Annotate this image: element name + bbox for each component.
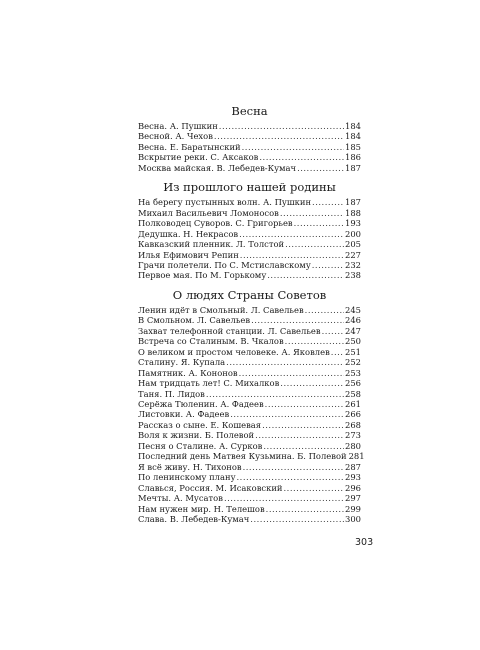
- dot-leader: [280, 208, 344, 218]
- entry-page-number: 250: [345, 336, 361, 347]
- entry-title: Москва майская. В. Лебедев-Кумач: [138, 162, 297, 173]
- entry-page-number: 186: [345, 152, 361, 163]
- toc-entry: [138, 357, 361, 367]
- dot-leader: [240, 250, 344, 260]
- toc-entry: [138, 514, 361, 524]
- toc-entry: [138, 389, 361, 399]
- section-title: Из прошлого нашей родины: [163, 180, 336, 195]
- toc-entry: [138, 152, 361, 162]
- entry-title: Я всё живу. Н. Тихонов: [138, 461, 242, 472]
- dot-leader: [250, 514, 344, 524]
- entry-title: Вскрытие реки. С. Аксаков: [138, 152, 259, 163]
- entry-title: Нам тридцать лет! С. Михалков: [138, 378, 280, 389]
- dot-leader: [267, 270, 344, 280]
- entry-page-number: 193: [345, 218, 361, 229]
- entry-page-number: 268: [345, 419, 361, 430]
- toc-entry: [138, 218, 361, 228]
- entry-title: В Смольном. Л. Савельев: [138, 315, 251, 326]
- dot-leader: [265, 399, 344, 409]
- dot-leader: [206, 389, 344, 399]
- entry-page-number: 187: [345, 162, 361, 173]
- entry-page-number: 258: [345, 388, 361, 399]
- entry-title: Мечты. А. Мусатов: [138, 493, 223, 504]
- dot-leader: [312, 197, 344, 207]
- toc-entry: [138, 208, 361, 218]
- entry-title: Славься, Россия. М. Исаковский: [138, 482, 283, 493]
- entry-page-number: 187: [345, 197, 361, 208]
- entry-page-number: 300: [345, 513, 361, 524]
- toc-entry: [138, 378, 361, 388]
- entry-page-number: 246: [345, 315, 361, 326]
- toc-entry: [138, 163, 361, 173]
- toc-entry: [138, 368, 361, 378]
- toc-entry: [138, 336, 361, 346]
- entry-page-number: 266: [345, 409, 361, 420]
- table-of-contents: [138, 104, 365, 531]
- entry-title: На берегу пустынных волн. А. Пушкин: [138, 197, 312, 208]
- dot-leader: [230, 409, 344, 419]
- toc-entry: [138, 142, 361, 152]
- entry-title: Таня. П. Лидов: [138, 388, 205, 399]
- entry-page-number: 188: [345, 207, 361, 218]
- entry-title: Дедушка. Н. Некрасов: [138, 228, 239, 239]
- toc-entry: [138, 305, 361, 315]
- dot-leader: [251, 315, 344, 325]
- entry-title: По ленинскому плану: [138, 472, 236, 483]
- toc-entry: [138, 409, 361, 419]
- entry-page-number: 251: [345, 346, 361, 357]
- entry-page-number: 227: [345, 249, 361, 260]
- entry-title: Весна. Е. Баратынский: [138, 141, 241, 152]
- entry-page-number: 297: [345, 493, 361, 504]
- toc-section: [138, 287, 365, 525]
- entry-page-number: 184: [345, 131, 361, 142]
- dot-leader: [242, 142, 344, 152]
- toc-entry: [138, 441, 361, 451]
- entry-title: Серёжа Тюленин. А. Фадеев: [138, 398, 264, 409]
- dot-leader: [237, 472, 344, 482]
- entry-page-number: 287: [345, 461, 361, 472]
- toc-entry: [138, 430, 361, 440]
- entry-title: Илья Ефимович Репин: [138, 249, 239, 260]
- toc-entry: [138, 239, 361, 249]
- entry-title: Грачи полетели. По С. Мстиславскому: [138, 259, 311, 270]
- entry-title: Воля к жизни. Б. Полевой: [138, 430, 255, 441]
- entry-title: Слава. В. Лебедев-Кумач: [138, 513, 250, 524]
- entry-title: Рассказ о сыне. Е. Кошевая: [138, 419, 262, 430]
- toc-section: [138, 104, 361, 173]
- entry-title: Полководец Суворов. С. Григорьев: [138, 218, 293, 229]
- entry-title: Михаил Васильевич Ломоносов: [138, 207, 279, 218]
- entry-page-number: 245: [345, 304, 361, 315]
- page-number: 303: [355, 537, 374, 548]
- entry-page-number: 232: [345, 259, 361, 270]
- dot-leader: [214, 131, 344, 141]
- entry-page-number: 184: [345, 121, 361, 131]
- dot-leader: [224, 493, 344, 503]
- entry-title: Сталину. Я. Купала: [138, 357, 226, 368]
- toc-entry: [138, 493, 361, 503]
- toc-entry: [138, 347, 361, 357]
- toc-entry: [138, 420, 361, 430]
- toc-entry: [138, 399, 361, 409]
- entry-page-number: 252: [345, 357, 361, 368]
- entry-title: Первое мая. По М. Горькому: [138, 270, 267, 281]
- entry-page-number: 273: [345, 430, 361, 441]
- toc-entry: [138, 462, 361, 472]
- toc-entry: [138, 121, 361, 131]
- toc-entry: [138, 315, 361, 325]
- entry-page-number: 280: [345, 440, 361, 451]
- dot-leader: [239, 229, 344, 239]
- entry-title: Последний день Матвея Кузьмина. Б. Полевой: [138, 451, 347, 462]
- entry-page-number: 261: [345, 398, 361, 409]
- toc-entry: [138, 472, 361, 482]
- dot-leader: [294, 218, 344, 228]
- toc-entry: [138, 451, 365, 462]
- entry-page-number: 256: [345, 378, 361, 389]
- toc-entry: [138, 483, 361, 493]
- toc-entry: [138, 131, 361, 141]
- toc-section: [138, 180, 361, 281]
- dot-leader: [262, 420, 344, 430]
- toc-entry: [138, 270, 361, 280]
- dot-leader: [219, 121, 344, 131]
- dot-leader: [322, 326, 344, 336]
- toc-entry: [138, 326, 361, 336]
- dot-leader: [297, 163, 344, 173]
- entry-title: Листовки. А. Фадеев: [138, 409, 230, 420]
- entry-title: Весной. А. Чехов: [138, 131, 213, 142]
- section-title: О людях Страны Советов: [172, 287, 327, 302]
- entry-title: Памятник. А. Кононов: [138, 367, 238, 378]
- dot-leader: [266, 504, 344, 514]
- dot-leader: [312, 260, 344, 270]
- entry-page-number: 200: [345, 228, 361, 239]
- section-title: Весна: [231, 104, 268, 118]
- entry-title: Нам нужен мир. Н. Телешов: [138, 503, 265, 514]
- toc-entry: [138, 229, 361, 239]
- entry-page-number: 281: [348, 451, 365, 462]
- entry-title: Захват телефонной станции. Л. Савельев: [138, 325, 321, 336]
- entry-page-number: 247: [345, 325, 361, 336]
- dot-leader: [284, 483, 344, 493]
- entry-page-number: 293: [345, 472, 361, 483]
- dot-leader: [255, 430, 344, 440]
- toc-entry: [138, 197, 361, 207]
- dot-leader: [285, 239, 344, 249]
- dot-leader: [305, 305, 344, 315]
- dot-leader: [285, 336, 344, 346]
- entry-title: Встреча со Сталиным. В. Чкалов: [138, 336, 284, 347]
- entry-page-number: 238: [345, 270, 361, 281]
- toc-entry: [138, 250, 361, 260]
- dot-leader: [263, 441, 344, 451]
- toc-entry: [138, 260, 361, 270]
- dot-leader: [280, 378, 344, 388]
- entry-title: Кавказский пленник. Л. Толстой: [138, 239, 285, 250]
- entry-title: Весна. А. Пушкин: [138, 121, 218, 131]
- dot-leader: [331, 347, 344, 357]
- entry-page-number: 205: [345, 239, 361, 250]
- entry-page-number: 253: [345, 367, 361, 378]
- entry-page-number: 185: [345, 141, 361, 152]
- entry-title: Песня о Сталине. А. Сурков: [138, 440, 263, 451]
- toc-entry: [138, 504, 361, 514]
- entry-title: Ленин идёт в Смольный. Л. Савельев: [138, 304, 304, 315]
- entry-page-number: 296: [345, 482, 361, 493]
- dot-leader: [226, 357, 344, 367]
- dot-leader: [243, 462, 344, 472]
- dot-leader: [259, 152, 344, 162]
- entry-page-number: 299: [345, 503, 361, 514]
- entry-title: О великом и простом человеке. А. Яковлев: [138, 346, 330, 357]
- dot-leader: [239, 368, 344, 378]
